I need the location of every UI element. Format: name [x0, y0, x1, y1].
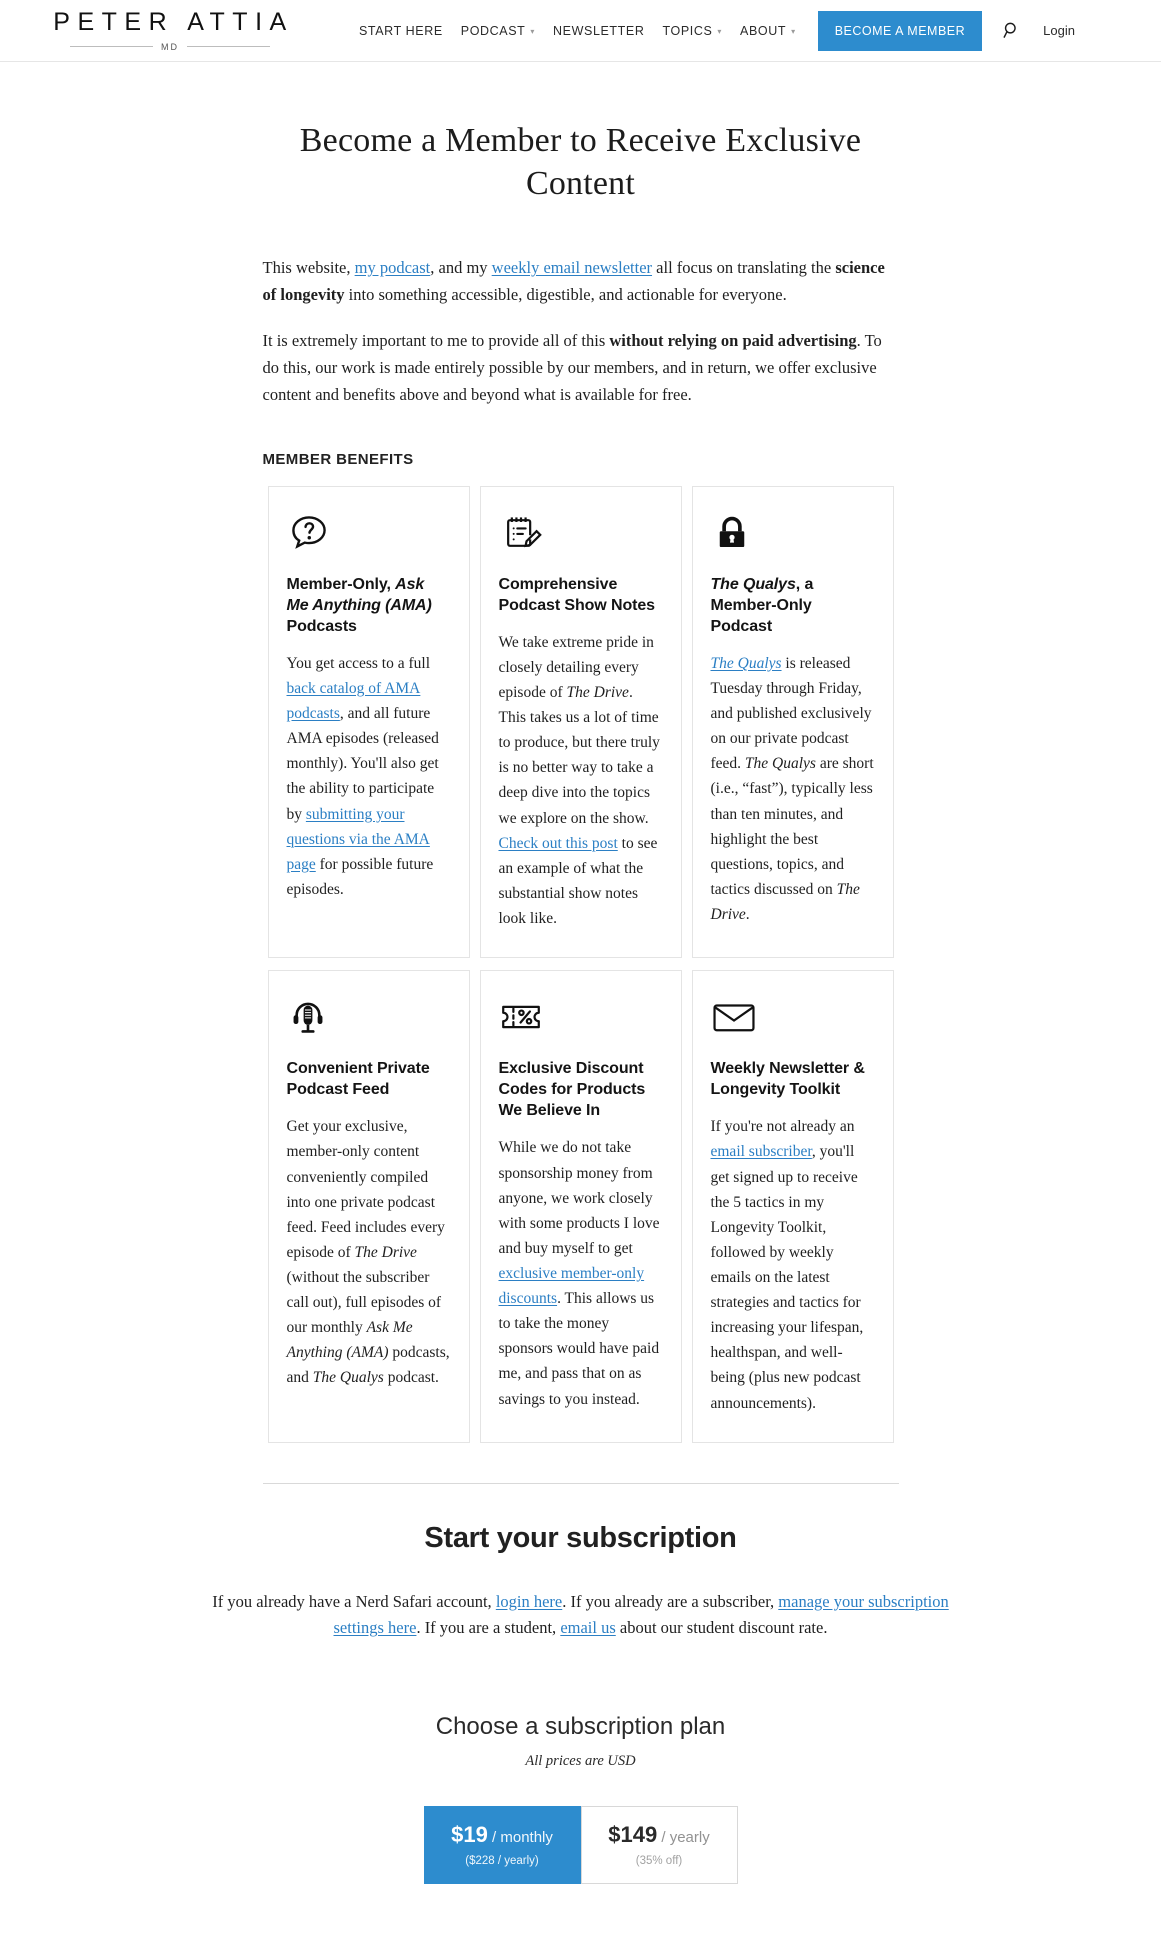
become-a-member-button[interactable]: BECOME A MEMBER [818, 11, 982, 51]
plan-note: (35% off) [635, 1854, 683, 1867]
microphone-headphones-icon [287, 993, 451, 1041]
plan-monthly[interactable] [424, 1806, 581, 1884]
email-subscriber-link[interactable]: email subscriber [710, 1143, 812, 1161]
intro-bold-text: science of longevity [262, 258, 885, 304]
nav-item-topics[interactable] [653, 18, 731, 44]
intro-text: . To do this, our work is made entirely possible by our members, and in return, we offer exclusive content and benefits above and beyond what is available for free. [262, 331, 882, 404]
login-link[interactable]: Login [1043, 23, 1075, 38]
benefit-card-newsletter-toolkit [692, 970, 894, 1443]
intro-bold-text: without relying on paid advertising [609, 331, 857, 351]
start-subscription-title: Start your subscription [424, 1521, 737, 1554]
card-body: We take extreme pride in closely detailing every episode of The Drive. This takes us a lot of time to produce, but there truly is no better way to take a deep dive into the topics we explore on the show. Check out this post to see an example of what the substantial show notes look like. [498, 633, 660, 928]
card-body: You get access to a full back catalog of AMA podcasts, and all future AMA episodes (released monthly). You'll also get the ability to participate by submitting your questions via the AMA page for possible future episodes. [286, 654, 439, 898]
intro-text: into something accessible, digestible, and actionable for everyone. [344, 284, 787, 304]
manage-subscription-link[interactable]: manage your subscription settings here [333, 1591, 949, 1638]
intro-text: all focus on translating the [652, 258, 836, 277]
card-body: If you're not already an email subscriber, you'll get signed up to receive the 5 tactics in my Longevity Toolkit, followed by weekly emails on the latest strategies and tactics for increasing your lifespan, healthspan, and well-being (plus new podcast announcements). [710, 1118, 864, 1412]
card-title: Member-Only, Ask Me Anything (AMA) Podcasts [286, 575, 432, 635]
logo-md-text: MD [161, 41, 179, 52]
back-catalog-link[interactable]: back catalog of AMA podcasts [286, 680, 421, 723]
chevron-down-icon: ▾ [717, 26, 723, 36]
logo-name: PETER ATTIA [53, 7, 294, 36]
email-us-link[interactable]: email us [560, 1618, 616, 1638]
site-logo[interactable] [45, 7, 295, 52]
subscription-plans [0, 1806, 1161, 1944]
intro-paragraph-1 [263, 255, 899, 308]
intro-text: This website, [262, 258, 355, 277]
subscription-section [0, 1484, 1161, 1945]
chevron-down-icon: ▾ [530, 26, 536, 36]
card-title: Convenient Private Podcast Feed [286, 1060, 430, 1099]
card-body: While we do not take sponsorship money from anyone, we work closely with some products I love and buy myself to get exclusive member-only discounts. This allows us to take the money sponsors would have paid me, and pass that on as savings to you instead. [498, 1139, 660, 1408]
card-title: Exclusive Discount Codes for Products We Believe In [498, 1060, 646, 1120]
logo-rule-right [187, 46, 270, 47]
envelope-icon [711, 993, 875, 1041]
page-title: Become a Member to Receive Exclusive Content [299, 122, 862, 202]
plan-yearly[interactable] [581, 1806, 738, 1884]
benefit-card-show-notes [480, 486, 682, 959]
nav-item-podcast[interactable] [452, 18, 544, 44]
login-here-link[interactable]: login here [495, 1591, 563, 1611]
benefit-card-ama-podcasts [268, 486, 470, 959]
benefit-card-the-qualys [692, 486, 894, 959]
discount-ticket-icon [499, 993, 663, 1041]
benefit-card-discount-codes [480, 970, 682, 1443]
intro-text: , and my [430, 258, 492, 277]
main-navigation [350, 11, 1075, 51]
nav-label: PODCAST [460, 23, 526, 38]
nav-label: TOPICS [662, 23, 713, 38]
logo-rule-left [70, 46, 153, 47]
the-qualys-link[interactable]: The Qualys [710, 654, 782, 672]
plan-amount: $149 [608, 1821, 658, 1847]
submit-questions-link[interactable]: submitting your questions via the AMA page [286, 805, 430, 873]
plan-period: / monthly [492, 1828, 553, 1846]
subscription-help-text: If you already have a Nerd Safari account, login here. If you already are a subscriber, manage your subscription settings here. If you are a student, email us about our student discount rate. [212, 1591, 949, 1638]
card-body: Get your exclusive, member-only content conveniently compiled into one private podcast feed. Feed includes every episode of The Drive (without the subscriber call out), full episodes of our monthly Ask Me Anything (AMA) podcasts, and The Qualys podcast. [286, 1118, 450, 1387]
nav-label: NEWSLETTER [553, 23, 645, 38]
member-benefits-label: MEMBER BENEFITS [262, 450, 414, 468]
plan-note: ($228 / yearly) [465, 1854, 539, 1867]
lock-icon [711, 509, 875, 557]
plan-period: / yearly [661, 1828, 710, 1846]
site-header [0, 0, 1161, 62]
nav-label: START HERE [359, 23, 443, 38]
card-title: The Qualys, a Member-Only Podcast [710, 575, 814, 635]
intro-paragraph-2 [263, 328, 899, 408]
weekly-email-newsletter-link[interactable]: weekly email newsletter [491, 258, 653, 277]
page-content [0, 62, 1161, 1944]
intro-text: It is extremely important to me to provide all of this [262, 331, 610, 351]
notepad-pencil-icon [499, 509, 663, 557]
question-speech-bubble-icon [287, 509, 451, 557]
logo-subtitle [70, 42, 270, 52]
plan-amount: $19 [451, 1821, 488, 1847]
card-title: Weekly Newsletter & Longevity Toolkit [710, 1060, 865, 1099]
nav-item-newsletter[interactable] [544, 18, 653, 44]
nav-label: ABOUT [740, 23, 787, 38]
card-body: The Qualys is released Tuesday through Friday, and published exclusively on our private podcast feed. The Qualys are short (i.e., “fast”), typically less than ten minutes, and highlight the best questions, topics, and tactics discussed on The Drive. [710, 654, 874, 924]
chevron-down-icon: ▾ [791, 26, 796, 36]
choose-plan-title: Choose a subscription plan [435, 1713, 726, 1741]
nav-item-about[interactable] [731, 18, 805, 44]
benefit-card-private-feed [268, 970, 470, 1443]
check-out-post-link[interactable]: Check out this post [498, 834, 618, 852]
prices-usd-note: All prices are USD [525, 1753, 636, 1770]
my-podcast-link[interactable]: my podcast [354, 258, 431, 277]
plan-price-row [608, 1821, 710, 1847]
nav-item-start-here[interactable] [350, 18, 452, 44]
member-discounts-link[interactable]: exclusive member-only discounts [498, 1265, 645, 1308]
search-icon[interactable] [1002, 21, 1021, 40]
benefit-cards-grid [263, 486, 899, 1455]
plan-price-row [451, 1821, 553, 1847]
card-title: Comprehensive Podcast Show Notes [498, 575, 655, 614]
hero-section [263, 120, 899, 468]
